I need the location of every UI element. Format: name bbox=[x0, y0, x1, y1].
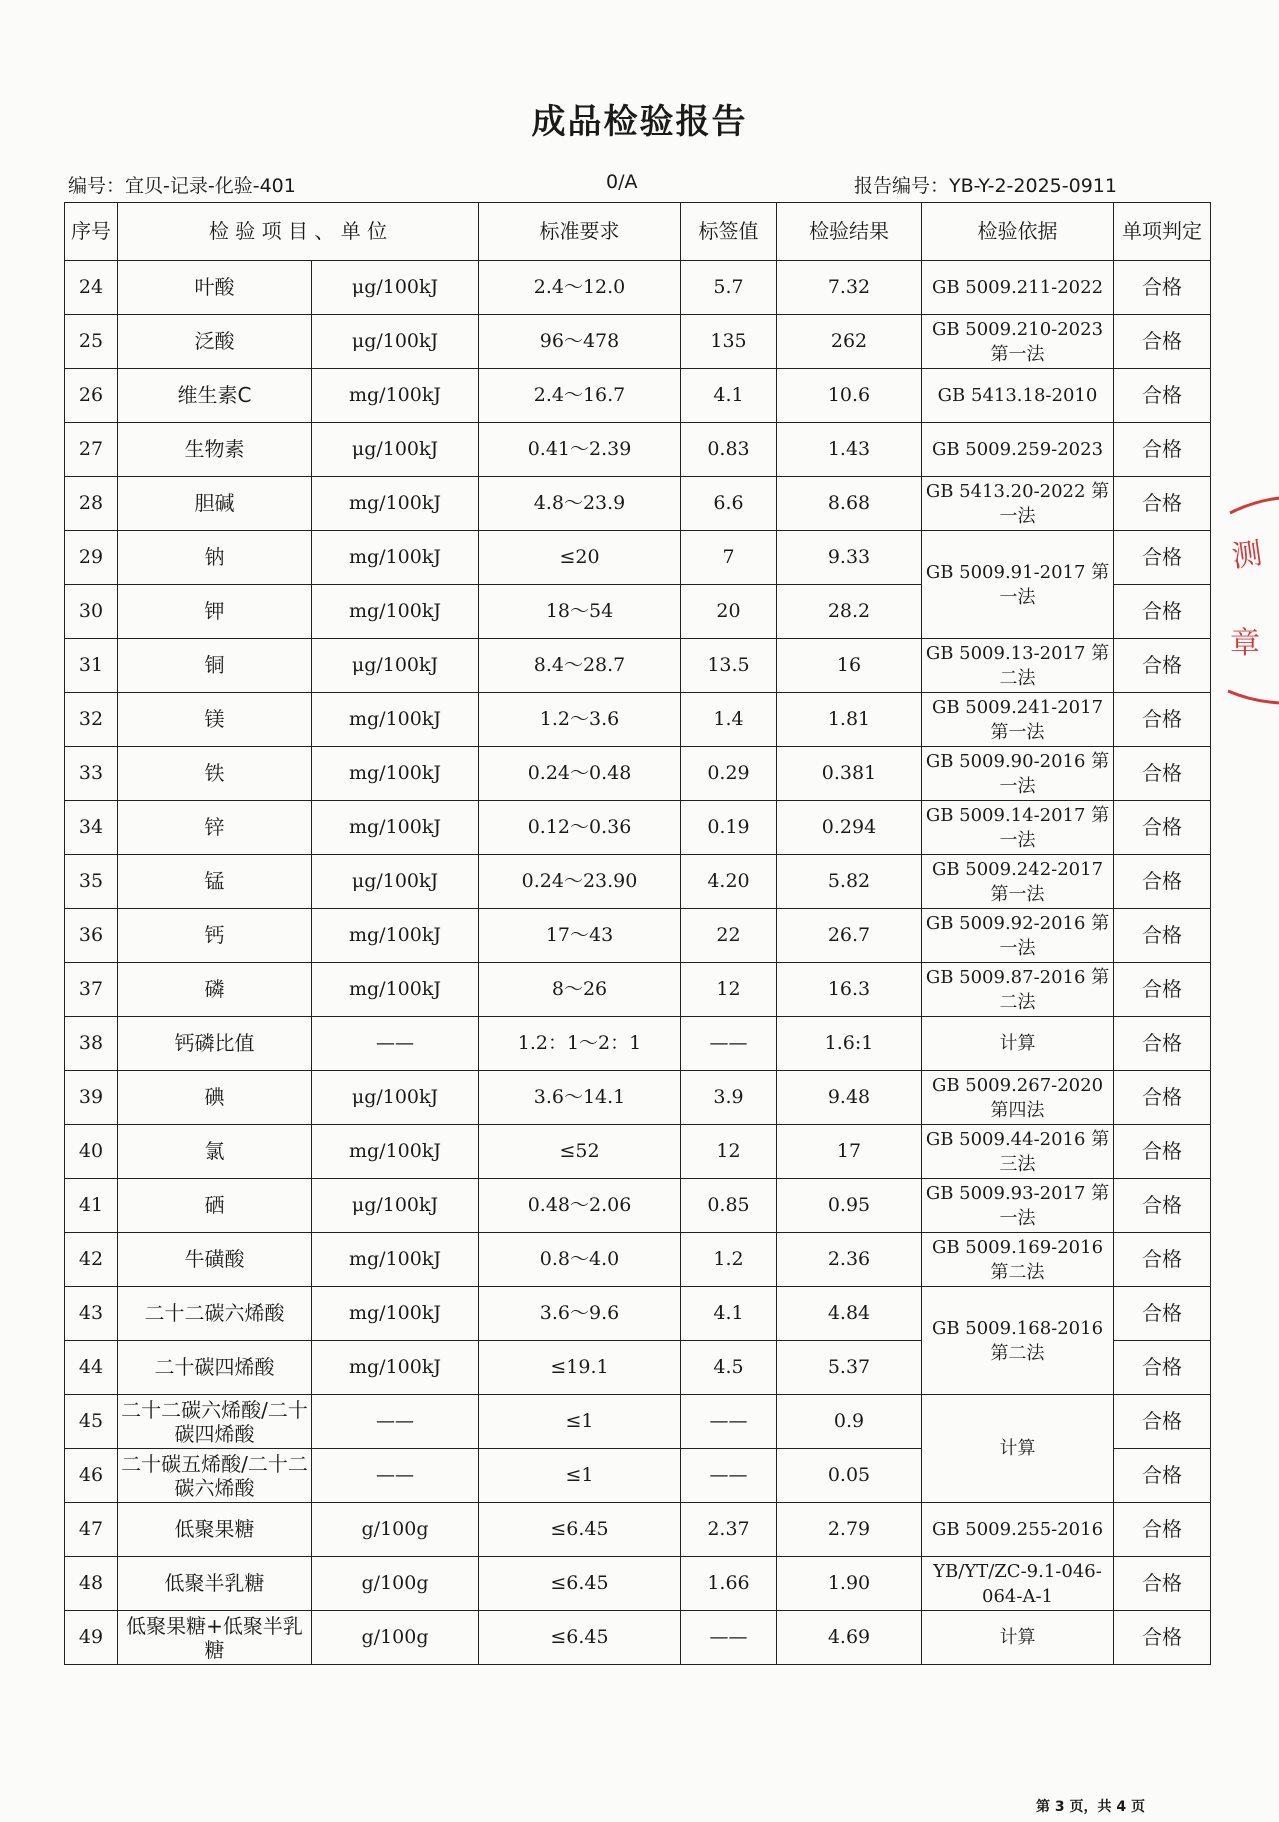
col-basis: 检验依据 bbox=[922, 203, 1114, 261]
row-standard: 3.6～9.6 bbox=[479, 1287, 681, 1341]
row-item: 铁 bbox=[118, 747, 312, 801]
table-row bbox=[65, 963, 1211, 1017]
table-row bbox=[65, 693, 1211, 747]
table-row bbox=[65, 1395, 1211, 1449]
row-result: 1.90 bbox=[777, 1557, 922, 1611]
row-unit: g/100g bbox=[312, 1503, 479, 1557]
row-judgment: 合格 bbox=[1114, 909, 1211, 963]
row-item: 叶酸 bbox=[118, 261, 312, 315]
row-judgment: 合格 bbox=[1114, 315, 1211, 369]
row-basis: 计算 bbox=[922, 1017, 1114, 1071]
row-seq: 28 bbox=[65, 477, 118, 531]
row-item: 钙 bbox=[118, 909, 312, 963]
row-standard: 0.41～2.39 bbox=[479, 423, 681, 477]
row-item: 维生素C bbox=[118, 369, 312, 423]
red-seal-stamp bbox=[1226, 495, 1279, 705]
row-result: 1.43 bbox=[777, 423, 922, 477]
row-result: 28.2 bbox=[777, 585, 922, 639]
row-seq: 33 bbox=[65, 747, 118, 801]
row-label-value: 22 bbox=[681, 909, 777, 963]
row-label-value: 20 bbox=[681, 585, 777, 639]
row-seq: 44 bbox=[65, 1341, 118, 1395]
row-standard: 2.4～12.0 bbox=[479, 261, 681, 315]
row-basis: GB 5009.90-2016 第一法 bbox=[922, 747, 1114, 801]
row-item: 低聚半乳糖 bbox=[118, 1557, 312, 1611]
row-unit: mg/100kJ bbox=[312, 585, 479, 639]
row-result: 16 bbox=[777, 639, 922, 693]
row-standard: ≤20 bbox=[479, 531, 681, 585]
row-standard: 0.24～23.90 bbox=[479, 855, 681, 909]
row-unit: mg/100kJ bbox=[312, 1125, 479, 1179]
row-seq: 30 bbox=[65, 585, 118, 639]
row-standard: ≤19.1 bbox=[479, 1341, 681, 1395]
col-standard: 标准要求 bbox=[479, 203, 681, 261]
table-row bbox=[65, 1611, 1211, 1665]
row-standard: 1.2：1～2：1 bbox=[479, 1017, 681, 1071]
row-standard: 18～54 bbox=[479, 585, 681, 639]
row-label-value: —— bbox=[681, 1611, 777, 1665]
row-label-value: 1.66 bbox=[681, 1557, 777, 1611]
row-item: 氯 bbox=[118, 1125, 312, 1179]
row-judgment: 合格 bbox=[1114, 801, 1211, 855]
row-item: 钠 bbox=[118, 531, 312, 585]
row-basis: GB 5009.242-2017 第一法 bbox=[922, 855, 1114, 909]
row-unit: μg/100kJ bbox=[312, 315, 479, 369]
row-item: 锌 bbox=[118, 801, 312, 855]
row-unit: mg/100kJ bbox=[312, 369, 479, 423]
row-standard: 17～43 bbox=[479, 909, 681, 963]
row-basis: GB 5413.18-2010 bbox=[922, 369, 1114, 423]
table-row bbox=[65, 315, 1211, 369]
row-basis: GB 5009.91-2017 第一法 bbox=[922, 531, 1114, 639]
row-judgment: 合格 bbox=[1114, 1341, 1211, 1395]
row-result: 2.79 bbox=[777, 1503, 922, 1557]
row-label-value: 1.2 bbox=[681, 1233, 777, 1287]
row-result: 0.9 bbox=[777, 1395, 922, 1449]
row-standard: 1.2～3.6 bbox=[479, 693, 681, 747]
row-seq: 40 bbox=[65, 1125, 118, 1179]
row-result: 0.05 bbox=[777, 1449, 922, 1503]
row-seq: 38 bbox=[65, 1017, 118, 1071]
report-title: 成品检验报告 bbox=[531, 102, 748, 142]
row-seq: 47 bbox=[65, 1503, 118, 1557]
row-label-value: 13.5 bbox=[681, 639, 777, 693]
row-basis: 计算 bbox=[922, 1611, 1114, 1665]
row-basis: GB 5009.169-2016 第二法 bbox=[922, 1233, 1114, 1287]
row-label-value: 2.37 bbox=[681, 1503, 777, 1557]
row-unit: μg/100kJ bbox=[312, 423, 479, 477]
row-seq: 29 bbox=[65, 531, 118, 585]
row-judgment: 合格 bbox=[1114, 1287, 1211, 1341]
row-label-value: 7 bbox=[681, 531, 777, 585]
col-item-unit: 检 验 项 目 、 单 位 bbox=[118, 203, 479, 261]
row-item: 磷 bbox=[118, 963, 312, 1017]
row-judgment: 合格 bbox=[1114, 261, 1211, 315]
row-item: 二十碳五烯酸/二十二碳六烯酸 bbox=[118, 1449, 312, 1503]
table-header-row bbox=[65, 203, 1211, 261]
row-basis: GB 5009.211-2022 bbox=[922, 261, 1114, 315]
table-row bbox=[65, 639, 1211, 693]
svg-text:章: 章 bbox=[1230, 626, 1260, 661]
row-item: 钾 bbox=[118, 585, 312, 639]
row-seq: 36 bbox=[65, 909, 118, 963]
row-label-value: 1.4 bbox=[681, 693, 777, 747]
row-unit: mg/100kJ bbox=[312, 801, 479, 855]
row-label-value: 135 bbox=[681, 315, 777, 369]
row-seq: 25 bbox=[65, 315, 118, 369]
row-judgment: 合格 bbox=[1114, 693, 1211, 747]
row-item: 镁 bbox=[118, 693, 312, 747]
row-label-value: 12 bbox=[681, 963, 777, 1017]
row-unit: —— bbox=[312, 1395, 479, 1449]
row-seq: 45 bbox=[65, 1395, 118, 1449]
row-result: 17 bbox=[777, 1125, 922, 1179]
row-judgment: 合格 bbox=[1114, 477, 1211, 531]
row-seq: 43 bbox=[65, 1287, 118, 1341]
svg-text:测: 测 bbox=[1229, 535, 1265, 575]
row-seq: 42 bbox=[65, 1233, 118, 1287]
row-standard: ≤1 bbox=[479, 1449, 681, 1503]
row-label-value: 3.9 bbox=[681, 1071, 777, 1125]
row-standard: ≤6.45 bbox=[479, 1611, 681, 1665]
row-unit: g/100g bbox=[312, 1611, 479, 1665]
row-result: 8.68 bbox=[777, 477, 922, 531]
table-row bbox=[65, 1179, 1211, 1233]
record-number: 编号：宜贝-记录-化验-401 bbox=[68, 175, 296, 197]
row-item: 低聚果糖+低聚半乳糖 bbox=[118, 1611, 312, 1665]
row-judgment: 合格 bbox=[1114, 585, 1211, 639]
row-standard: ≤1 bbox=[479, 1395, 681, 1449]
row-result: 5.37 bbox=[777, 1341, 922, 1395]
report-number: 报告编号：YB-Y-2-2025-0911 bbox=[854, 175, 1117, 197]
row-label-value: 0.83 bbox=[681, 423, 777, 477]
row-judgment: 合格 bbox=[1114, 639, 1211, 693]
row-judgment: 合格 bbox=[1114, 423, 1211, 477]
row-standard: 0.12～0.36 bbox=[479, 801, 681, 855]
row-basis: GB 5009.259-2023 bbox=[922, 423, 1114, 477]
row-judgment: 合格 bbox=[1114, 1395, 1211, 1449]
row-unit: μg/100kJ bbox=[312, 1179, 479, 1233]
row-standard: 4.8～23.9 bbox=[479, 477, 681, 531]
row-unit: mg/100kJ bbox=[312, 963, 479, 1017]
row-seq: 49 bbox=[65, 1611, 118, 1665]
row-label-value: 4.1 bbox=[681, 1287, 777, 1341]
row-basis: GB 5413.20-2022 第一法 bbox=[922, 477, 1114, 531]
row-unit: μg/100kJ bbox=[312, 261, 479, 315]
row-seq: 39 bbox=[65, 1071, 118, 1125]
row-standard: 2.4～16.7 bbox=[479, 369, 681, 423]
row-item: 牛磺酸 bbox=[118, 1233, 312, 1287]
col-judgment: 单项判定 bbox=[1114, 203, 1211, 261]
row-standard: ≤6.45 bbox=[479, 1557, 681, 1611]
row-basis: GB 5009.13-2017 第二法 bbox=[922, 639, 1114, 693]
table-row bbox=[65, 477, 1211, 531]
row-basis: 计算 bbox=[922, 1395, 1114, 1503]
row-unit: mg/100kJ bbox=[312, 1233, 479, 1287]
row-label-value: —— bbox=[681, 1395, 777, 1449]
row-result: 7.32 bbox=[777, 261, 922, 315]
row-unit: μg/100kJ bbox=[312, 639, 479, 693]
row-standard: 0.48～2.06 bbox=[479, 1179, 681, 1233]
row-seq: 48 bbox=[65, 1557, 118, 1611]
row-item: 锰 bbox=[118, 855, 312, 909]
row-unit: mg/100kJ bbox=[312, 531, 479, 585]
table-row bbox=[65, 369, 1211, 423]
row-basis: GB 5009.210-2023 第一法 bbox=[922, 315, 1114, 369]
row-standard: 0.24～0.48 bbox=[479, 747, 681, 801]
row-judgment: 合格 bbox=[1114, 1503, 1211, 1557]
row-result: 0.294 bbox=[777, 801, 922, 855]
row-result: 9.48 bbox=[777, 1071, 922, 1125]
row-standard: 8～26 bbox=[479, 963, 681, 1017]
row-unit: mg/100kJ bbox=[312, 747, 479, 801]
version: 0/A bbox=[606, 171, 638, 193]
row-result: 26.7 bbox=[777, 909, 922, 963]
row-unit: μg/100kJ bbox=[312, 855, 479, 909]
row-item: 钙磷比值 bbox=[118, 1017, 312, 1071]
row-seq: 24 bbox=[65, 261, 118, 315]
row-result: 2.36 bbox=[777, 1233, 922, 1287]
col-seq: 序号 bbox=[65, 203, 118, 261]
row-judgment: 合格 bbox=[1114, 1071, 1211, 1125]
row-label-value: —— bbox=[681, 1017, 777, 1071]
row-label-value: 12 bbox=[681, 1125, 777, 1179]
row-unit: mg/100kJ bbox=[312, 477, 479, 531]
row-judgment: 合格 bbox=[1114, 963, 1211, 1017]
row-standard: 3.6～14.1 bbox=[479, 1071, 681, 1125]
row-result: 4.69 bbox=[777, 1611, 922, 1665]
inspection-table bbox=[64, 202, 1211, 1665]
table-row bbox=[65, 747, 1211, 801]
table-row bbox=[65, 801, 1211, 855]
row-unit: μg/100kJ bbox=[312, 1071, 479, 1125]
row-unit: mg/100kJ bbox=[312, 909, 479, 963]
row-unit: —— bbox=[312, 1017, 479, 1071]
row-label-value: 6.6 bbox=[681, 477, 777, 531]
row-judgment: 合格 bbox=[1114, 1449, 1211, 1503]
row-label-value: 4.20 bbox=[681, 855, 777, 909]
row-seq: 37 bbox=[65, 963, 118, 1017]
col-label: 标签值 bbox=[681, 203, 777, 261]
table-row bbox=[65, 423, 1211, 477]
row-result: 1.81 bbox=[777, 693, 922, 747]
table-row bbox=[65, 1017, 1211, 1071]
row-unit: mg/100kJ bbox=[312, 1341, 479, 1395]
row-item: 二十碳四烯酸 bbox=[118, 1341, 312, 1395]
row-label-value: 4.5 bbox=[681, 1341, 777, 1395]
col-result: 检验结果 bbox=[777, 203, 922, 261]
table-row bbox=[65, 1503, 1211, 1557]
row-standard: 96～478 bbox=[479, 315, 681, 369]
table-row bbox=[65, 1557, 1211, 1611]
row-item: 泛酸 bbox=[118, 315, 312, 369]
row-standard: 8.4～28.7 bbox=[479, 639, 681, 693]
row-judgment: 合格 bbox=[1114, 1611, 1211, 1665]
table-row bbox=[65, 261, 1211, 315]
row-judgment: 合格 bbox=[1114, 1125, 1211, 1179]
row-unit: g/100g bbox=[312, 1557, 479, 1611]
row-basis: GB 5009.267-2020 第四法 bbox=[922, 1071, 1114, 1125]
row-item: 碘 bbox=[118, 1071, 312, 1125]
table-row bbox=[65, 1125, 1211, 1179]
row-seq: 41 bbox=[65, 1179, 118, 1233]
row-result: 262 bbox=[777, 315, 922, 369]
row-judgment: 合格 bbox=[1114, 747, 1211, 801]
row-basis: GB 5009.92-2016 第一法 bbox=[922, 909, 1114, 963]
row-item: 二十二碳六烯酸 bbox=[118, 1287, 312, 1341]
row-unit: —— bbox=[312, 1449, 479, 1503]
row-seq: 34 bbox=[65, 801, 118, 855]
table-row bbox=[65, 1233, 1211, 1287]
row-judgment: 合格 bbox=[1114, 1179, 1211, 1233]
row-basis: GB 5009.241-2017 第一法 bbox=[922, 693, 1114, 747]
row-seq: 26 bbox=[65, 369, 118, 423]
row-result: 1.6:1 bbox=[777, 1017, 922, 1071]
row-basis: GB 5009.255-2016 bbox=[922, 1503, 1114, 1557]
row-result: 0.381 bbox=[777, 747, 922, 801]
row-judgment: 合格 bbox=[1114, 1017, 1211, 1071]
row-basis: GB 5009.168-2016 第二法 bbox=[922, 1287, 1114, 1395]
row-label-value: 4.1 bbox=[681, 369, 777, 423]
row-standard: 0.8～4.0 bbox=[479, 1233, 681, 1287]
row-judgment: 合格 bbox=[1114, 1233, 1211, 1287]
row-seq: 31 bbox=[65, 639, 118, 693]
row-judgment: 合格 bbox=[1114, 369, 1211, 423]
table-row bbox=[65, 855, 1211, 909]
row-result: 5.82 bbox=[777, 855, 922, 909]
row-seq: 27 bbox=[65, 423, 118, 477]
row-basis: GB 5009.87-2016 第二法 bbox=[922, 963, 1114, 1017]
row-basis: GB 5009.14-2017 第一法 bbox=[922, 801, 1114, 855]
row-seq: 32 bbox=[65, 693, 118, 747]
row-judgment: 合格 bbox=[1114, 531, 1211, 585]
row-basis: GB 5009.44-2016 第三法 bbox=[922, 1125, 1114, 1179]
row-item: 二十二碳六烯酸/二十碳四烯酸 bbox=[118, 1395, 312, 1449]
row-standard: ≤52 bbox=[479, 1125, 681, 1179]
row-item: 低聚果糖 bbox=[118, 1503, 312, 1557]
row-result: 0.95 bbox=[777, 1179, 922, 1233]
row-label-value: —— bbox=[681, 1449, 777, 1503]
table-row bbox=[65, 1071, 1211, 1125]
row-judgment: 合格 bbox=[1114, 855, 1211, 909]
row-item: 铜 bbox=[118, 639, 312, 693]
row-label-value: 0.19 bbox=[681, 801, 777, 855]
row-unit: mg/100kJ bbox=[312, 1287, 479, 1341]
row-item: 胆碱 bbox=[118, 477, 312, 531]
row-basis: GB 5009.93-2017 第一法 bbox=[922, 1179, 1114, 1233]
row-seq: 46 bbox=[65, 1449, 118, 1503]
row-result: 4.84 bbox=[777, 1287, 922, 1341]
row-item: 生物素 bbox=[118, 423, 312, 477]
row-label-value: 0.29 bbox=[681, 747, 777, 801]
row-unit: mg/100kJ bbox=[312, 693, 479, 747]
table-row bbox=[65, 909, 1211, 963]
row-result: 10.6 bbox=[777, 369, 922, 423]
row-basis: YB/YT/ZC-9.1-046-064-A-1 bbox=[922, 1557, 1114, 1611]
table-row bbox=[65, 531, 1211, 585]
row-item: 硒 bbox=[118, 1179, 312, 1233]
table-row bbox=[65, 1287, 1211, 1341]
row-result: 9.33 bbox=[777, 531, 922, 585]
row-standard: ≤6.45 bbox=[479, 1503, 681, 1557]
row-judgment: 合格 bbox=[1114, 1557, 1211, 1611]
row-label-value: 0.85 bbox=[681, 1179, 777, 1233]
row-label-value: 5.7 bbox=[681, 261, 777, 315]
row-result: 16.3 bbox=[777, 963, 922, 1017]
page-footer: 第 3 页，共 4 页 bbox=[1036, 1799, 1145, 1815]
row-seq: 35 bbox=[65, 855, 118, 909]
